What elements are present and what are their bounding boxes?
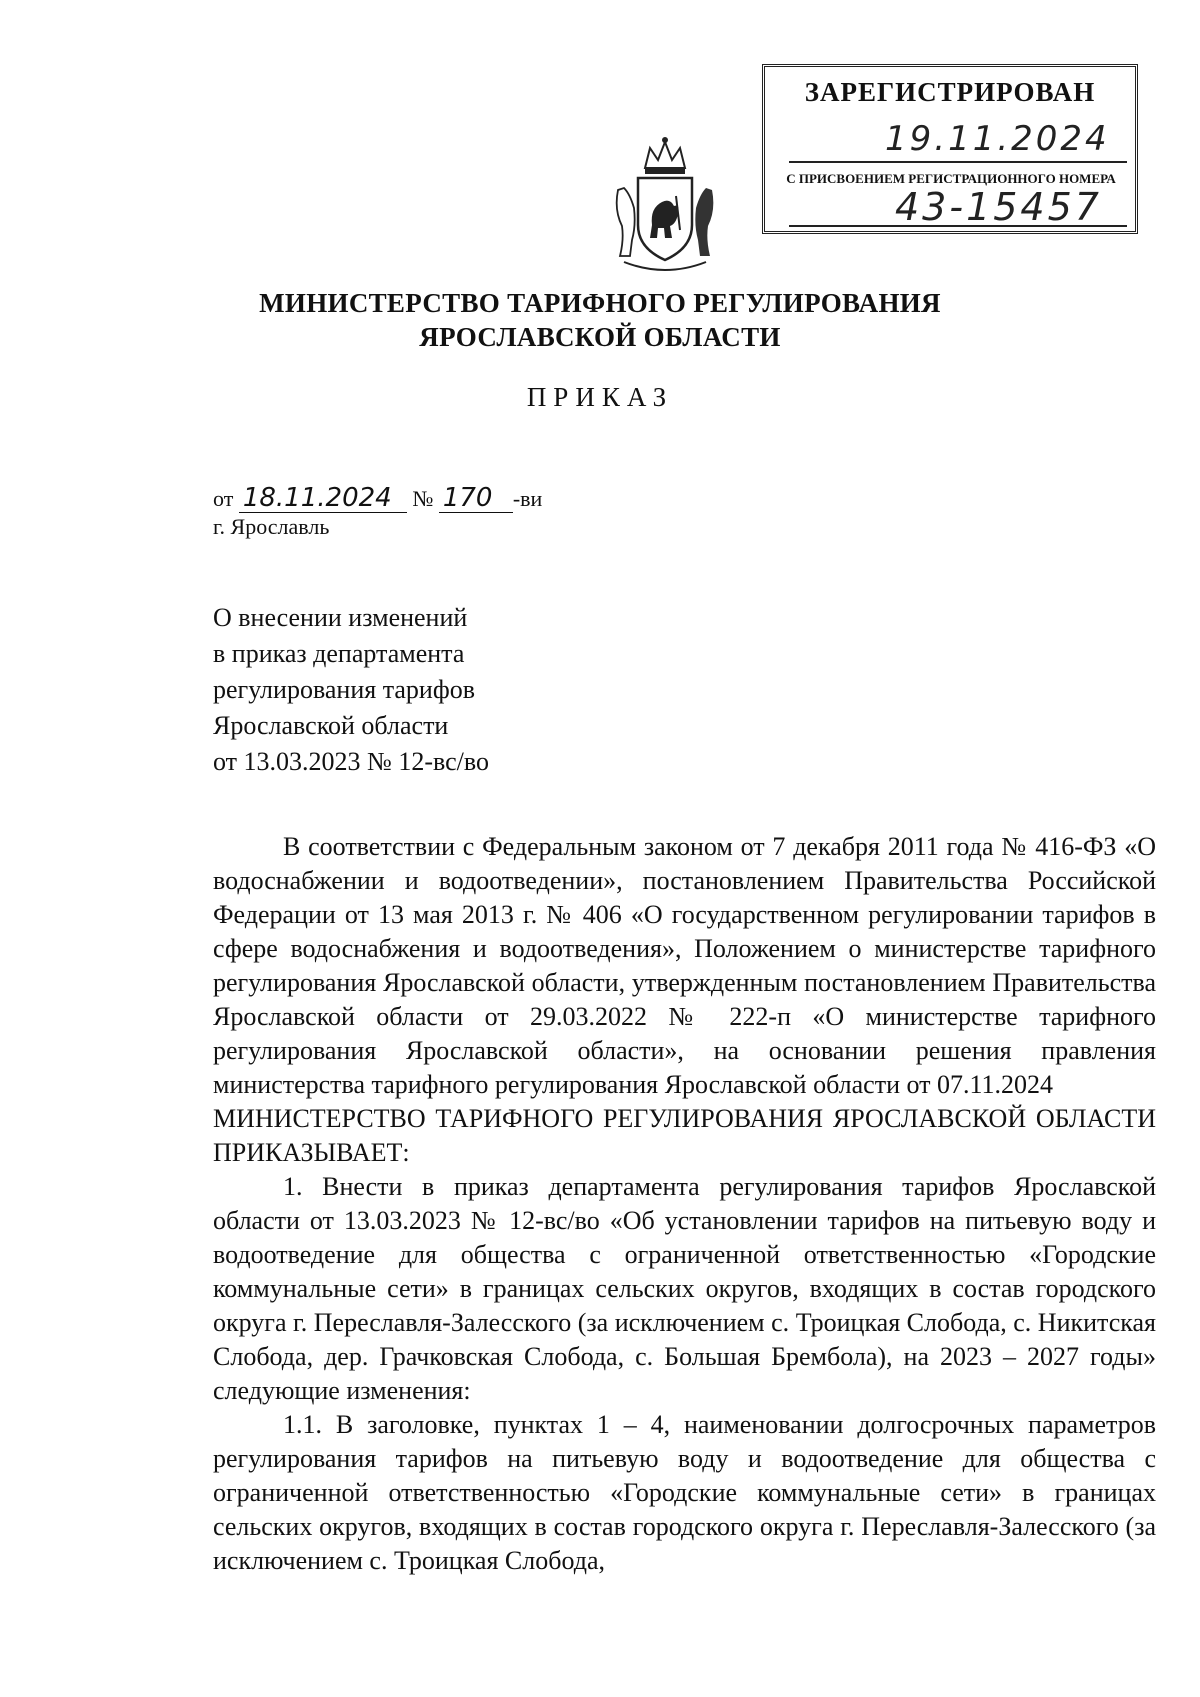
order-number: 170	[439, 484, 513, 513]
stamp-registration-number: 43-15457	[895, 185, 1102, 229]
item-1-1-paragraph: 1.1. В заголовке, пунктах 1 – 4, наименовании долгосрочных параметров регулирования тарифов на питьевую воду и водоотведение для общества с ограниченной ответственностью «Городские коммунальные сети» в границах сельских округов, входящих в состав городского округа г. Переславля-Залесского (за исключением с. Троицкая Слобода,	[213, 1410, 1156, 1575]
stamp-title: ЗАРЕГИСТРИРОВАН	[804, 77, 1096, 107]
subject-line: регулирования тарифов	[213, 675, 475, 704]
document-type: ПРИКАЗ	[526, 382, 674, 412]
order-body	[213, 830, 1156, 1578]
coat-of-arms-icon	[610, 130, 720, 280]
city: г. Ярославль	[213, 514, 330, 539]
subject-line: в приказ департамента	[213, 639, 465, 668]
order-subject	[213, 600, 489, 780]
registration-stamp	[762, 64, 1138, 234]
ordering-clause: МИНИСТЕРСТВО ТАРИФНОГО РЕГУЛИРОВАНИЯ ЯРОСЛАВСКОЙ ОБЛАСТИ ПРИКАЗЫВАЕТ:	[213, 1104, 1156, 1167]
stamp-date: 19.11.2024	[885, 119, 1110, 159]
date-prefix: от	[213, 486, 234, 511]
order-date-line	[213, 484, 542, 513]
stamp-divider	[789, 161, 1127, 163]
preamble-paragraph: В соответствии с Федеральным законом от 7 декабря 2011 года № 416-ФЗ «О водоснабжении и водоотведении», постановлением Правительства Российской Федерации от 13 мая 2013 г. № 406 «О государственном регулировании тарифов в сфере водоснабжения и водоотведения», Положением о министерстве тарифного регулирования Ярославской области, утвержденным постановлением Правительства Ярославской области от 29.03.2022 № 222-п «О министерстве тарифного регулирования Ярославской области», на основании решения правления министерства тарифного регулирования Ярославской области от 07.11.2024	[213, 832, 1156, 1099]
stamp-caption: С ПРИСВОЕНИЕМ РЕГИСТРАЦИОННОГО НОМЕРА	[786, 171, 1116, 186]
stamp-divider	[789, 225, 1127, 227]
subject-line: от 13.03.2023 № 12-вс/во	[213, 747, 489, 776]
number-suffix: -ви	[512, 486, 543, 511]
order-date: 18.11.2024	[239, 484, 407, 513]
subject-line: О внесении изменений	[213, 603, 468, 632]
ministry-subtitle: ЯРОСЛАВСКОЙ ОБЛАСТИ	[419, 322, 781, 352]
number-label: №	[412, 486, 434, 511]
ministry-title: МИНИСТЕРСТВО ТАРИФНОГО РЕГУЛИРОВАНИЯ	[259, 288, 941, 318]
item-1-paragraph: 1. Внести в приказ департамента регулирования тарифов Ярославской области от 13.03.2023 № 12-вс/во «Об установлении тарифов на питьевую воду и водоотведение для общества с ограниченной ответственностью «Городские коммунальные сети» в границах сельских округов, входящих в состав городского округа г. Переславля-Залесского (за исключением с. Троицкая Слобода, с. Никитская Слобода, дер. Грачковская Слобода, с. Большая Брембола), на 2023 – 2027 годы» следующие изменения:	[213, 1172, 1156, 1405]
subject-line: Ярославской области	[213, 711, 449, 740]
